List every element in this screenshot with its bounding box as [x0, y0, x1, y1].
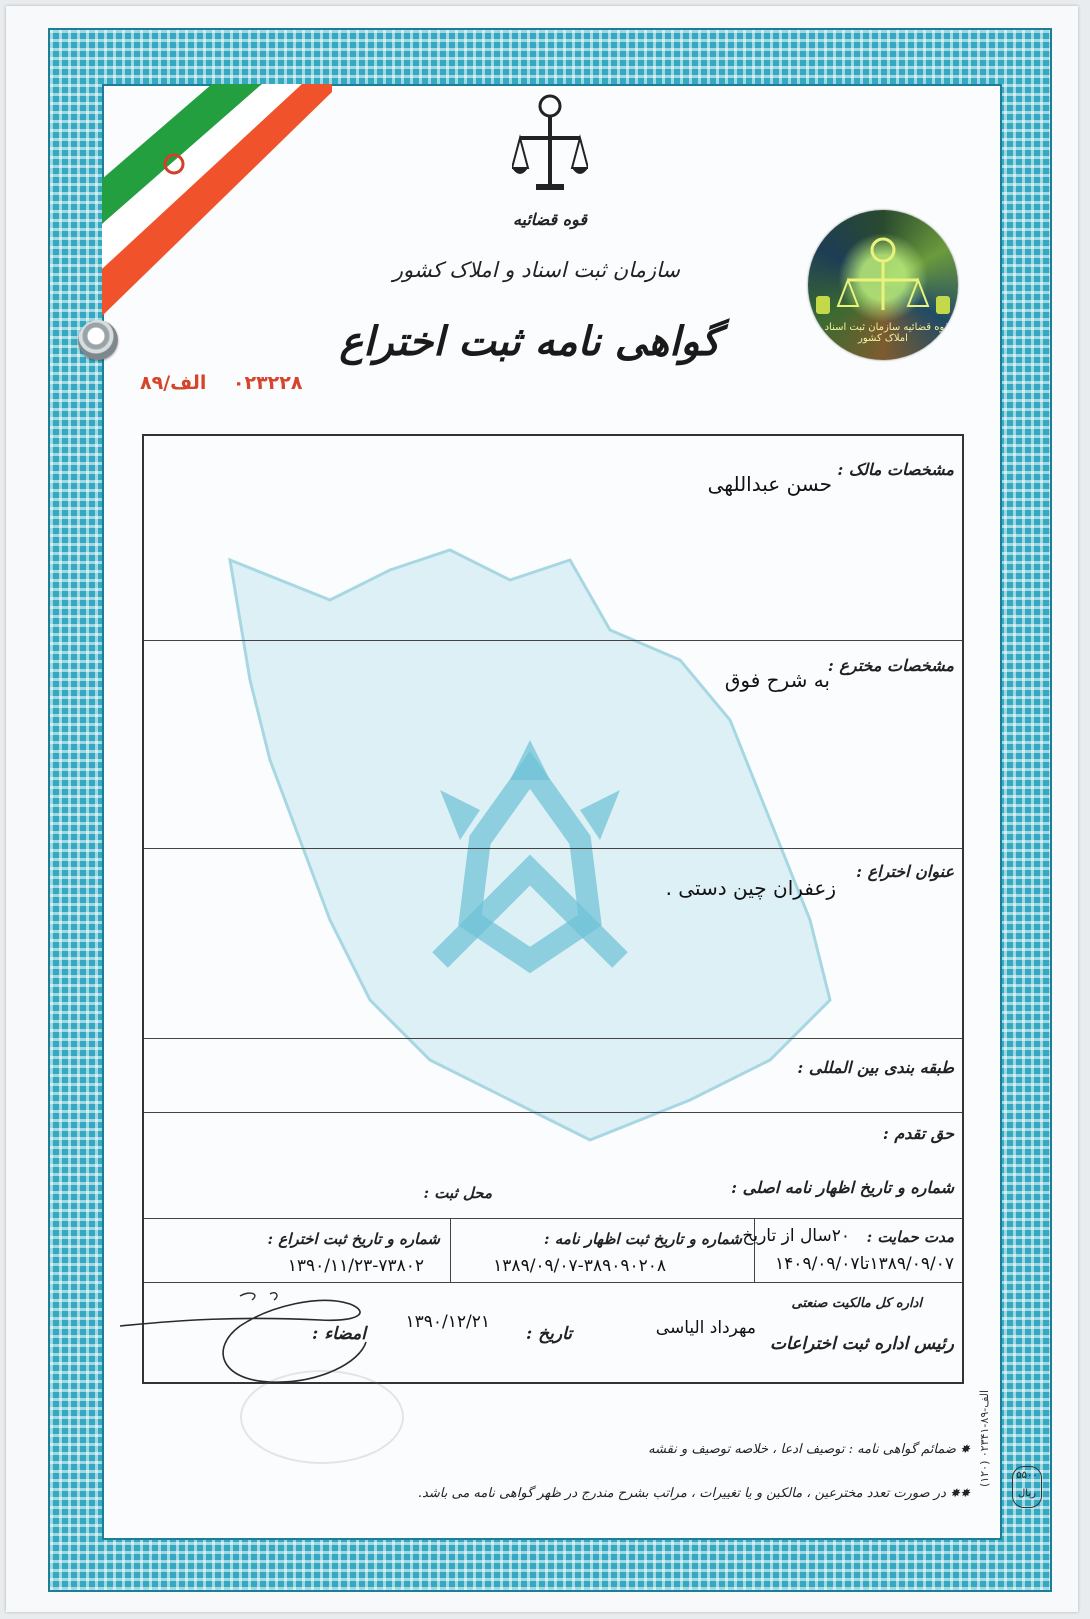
margin-form-code: (۱۲۰) الف-۸۹-۰۲۳۴۱	[978, 1390, 991, 1487]
invention-title-label: عنوان اختراع :	[856, 862, 954, 881]
registration-label: شماره و تاریخ ثبت اختراع :	[267, 1230, 440, 1248]
divider	[144, 1112, 962, 1113]
serial-number	[140, 372, 302, 394]
office-label: اداره کل مالکیت صنعتی	[791, 1296, 922, 1311]
divider	[144, 848, 962, 849]
registration-place-label: محل ثبت :	[423, 1184, 492, 1202]
bullet-icon: ✸✸	[949, 1486, 970, 1500]
page-title: گواهی نامه ثبت اختراع	[339, 318, 720, 365]
protection-duration: ۲۰سال از تاریخ	[742, 1226, 850, 1246]
signatory-name: مهرداد الیاسی	[655, 1318, 756, 1338]
hologram-text: قوه قضائیه سازمان ثبت اسناد و املاک کشور	[816, 322, 950, 344]
signatory-title: رئیس اداره ثبت اختراعات	[770, 1334, 954, 1354]
owner-value: حسن عبداللهی	[707, 472, 832, 496]
price-badge: ۵۵۰۰ ریال	[1012, 1466, 1042, 1508]
serial-series: الف/۸۹	[140, 372, 207, 394]
footnote-attachments: ✸ضمائم گواهی نامه : توصیف ادعا ، خلاصه توصیف و نقشه	[648, 1442, 970, 1457]
date-label: تاریخ :	[525, 1324, 572, 1344]
application-value: ۱۳۸۹/۰۹/۰۷-۳۸۹۰۹۰۲۰۸	[493, 1256, 666, 1276]
application-label: شماره و تاریخ ثبت اظهار نامه :	[544, 1230, 742, 1248]
iran-flag-ribbon	[102, 84, 332, 324]
scales-of-justice-icon	[512, 92, 588, 202]
inventor-value: به شرح فوق	[724, 668, 830, 692]
signature-label: امضاء :	[312, 1324, 366, 1344]
inventor-label: مشخصات مخترع :	[827, 656, 954, 675]
divider	[144, 1038, 962, 1039]
protection-label: مدت حمایت :	[866, 1228, 954, 1246]
divider	[144, 1282, 962, 1283]
faint-stamp	[240, 1370, 404, 1464]
priority-label: حق تقدم :	[882, 1124, 954, 1143]
divider	[144, 640, 962, 641]
divider	[144, 1218, 962, 1219]
signature-date: ۱۳۹۰/۱۲/۲۱	[405, 1312, 490, 1332]
judiciary-label: قوه قضائیه	[512, 210, 588, 229]
binding-grommet	[78, 320, 118, 360]
certificate-form	[142, 434, 964, 1384]
invention-title-value: زعفران چین دستی .	[665, 876, 836, 900]
declaration-label: شماره و تاریخ اظهار نامه اصلی :	[731, 1178, 954, 1197]
registration-value: ۱۳۹۰/۱۱/۲۳-۷۳۸۰۲	[287, 1256, 424, 1276]
footnote-multiple-owners: ✸✸در صورت تعدد مخترعین ، مالکین و یا تغییرات ، مراتب بشرح مندرج در ظهر گواهی نامه می باشد.	[417, 1486, 970, 1501]
divider	[450, 1218, 451, 1282]
classification-label: طبقه بندی بین المللی :	[797, 1058, 954, 1077]
bullet-icon: ✸	[959, 1442, 970, 1456]
protection-range: ۱۳۸۹/۰۹/۰۷تا۱۴۰۹/۰۹/۰۷	[775, 1254, 954, 1274]
organization-label: سازمان ثبت اسناد و املاک کشور	[392, 258, 680, 282]
security-hologram	[808, 210, 958, 360]
owner-label: مشخصات مالک :	[837, 460, 954, 479]
serial-digits: ۰۲۳۲۲۸	[232, 372, 303, 394]
